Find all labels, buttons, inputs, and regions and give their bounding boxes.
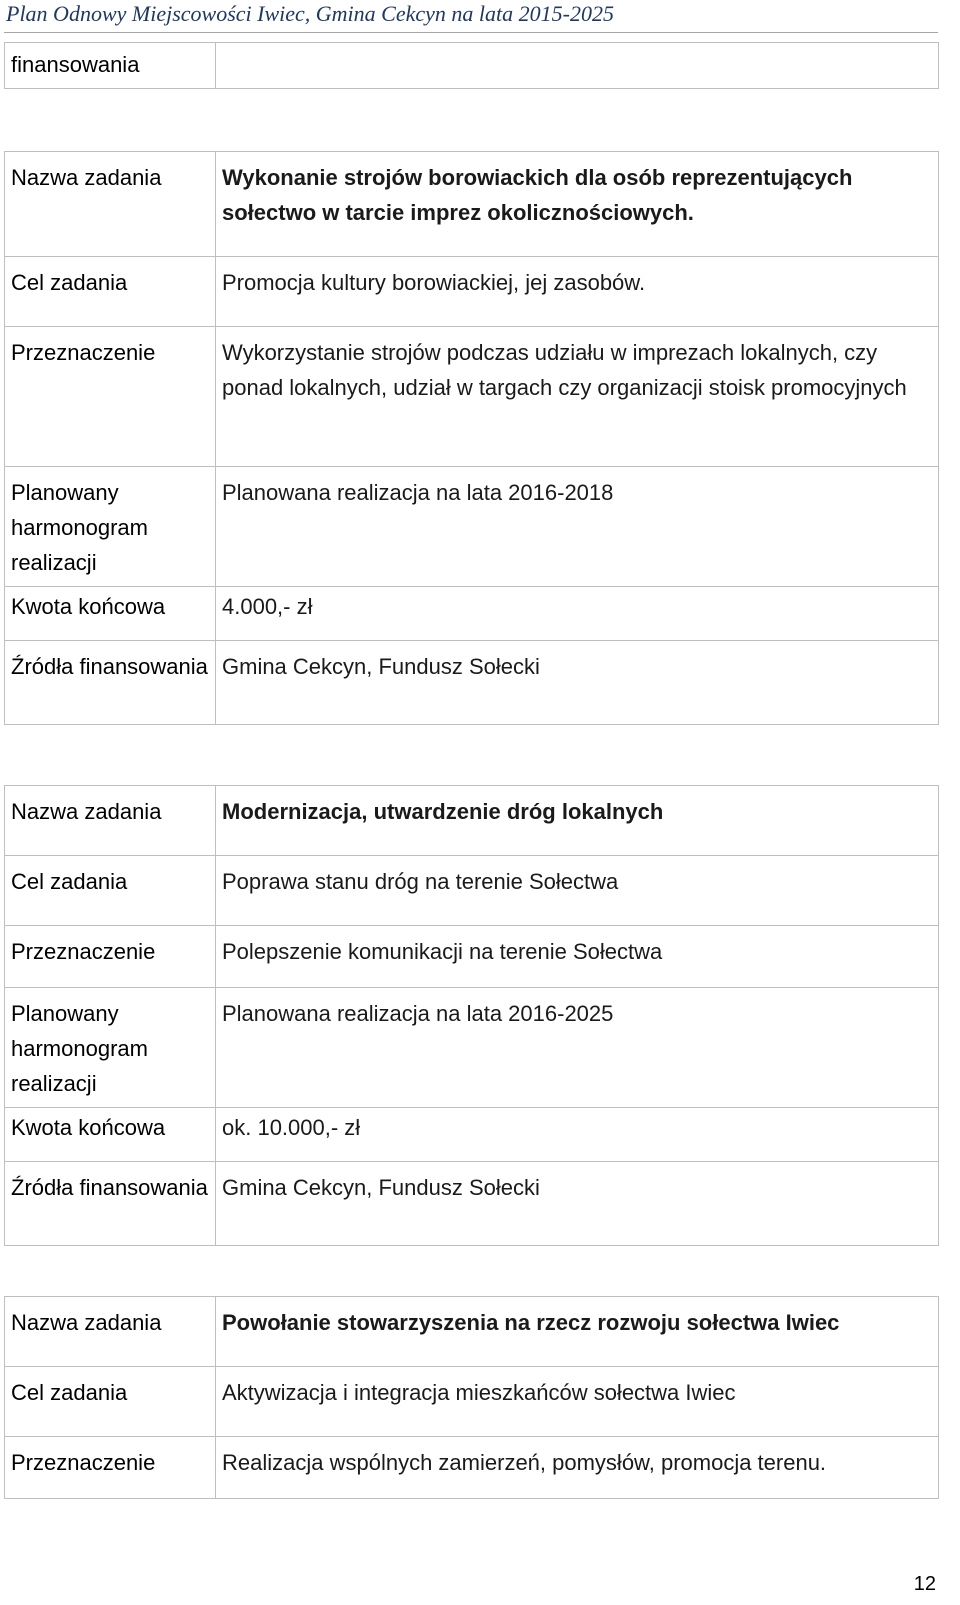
task-purpose-value: Polepszenie komunikacji na terenie Sołectwa xyxy=(216,926,939,988)
task-name-label: Nazwa zadania xyxy=(5,786,216,856)
task-funding-label: Źródła finansowania xyxy=(5,641,216,725)
task-table-3 xyxy=(4,1296,939,1499)
task-goal-value: Aktywizacja i integracja mieszkańców sołectwa Iwiec xyxy=(216,1367,939,1437)
header-divider xyxy=(4,32,938,33)
task-name-value: Powołanie stowarzyszenia na rzecz rozwoju sołectwa Iwiec xyxy=(216,1297,939,1367)
task-schedule-value: Planowana realizacja na lata 2016-2018 xyxy=(216,467,939,587)
funding-value-continued xyxy=(216,43,939,89)
task-name-label: Nazwa zadania xyxy=(5,152,216,257)
task-schedule-value: Planowana realizacja na lata 2016-2025 xyxy=(216,988,939,1108)
task-table-1 xyxy=(4,151,939,725)
funding-label-continued: finansowania xyxy=(5,43,216,89)
task-name-value: Modernizacja, utwardzenie dróg lokalnych xyxy=(216,786,939,856)
task-schedule-label: Planowany harmonogram realizacji xyxy=(5,467,216,587)
task-amount-value: ok. 10.000,- zł xyxy=(216,1108,939,1162)
task-purpose-label: Przeznaczenie xyxy=(5,327,216,467)
task-amount-label: Kwota końcowa xyxy=(5,587,216,641)
task-funding-value: Gmina Cekcyn, Fundusz Sołecki xyxy=(216,641,939,725)
task-name-label: Nazwa zadania xyxy=(5,1297,216,1367)
continued-task-table xyxy=(4,42,939,89)
document-header: Plan Odnowy Miejscowości Iwiec, Gmina Cekcyn na lata 2015-2025 xyxy=(6,1,614,26)
task-goal-label: Cel zadania xyxy=(5,257,216,327)
task-amount-value: 4.000,- zł xyxy=(216,587,939,641)
task-goal-value: Poprawa stanu dróg na terenie Sołectwa xyxy=(216,856,939,926)
task-table-2 xyxy=(4,785,939,1246)
task-goal-label: Cel zadania xyxy=(5,856,216,926)
task-schedule-label: Planowany harmonogram realizacji xyxy=(5,988,216,1108)
page-number: 12 xyxy=(913,1573,936,1595)
task-funding-value: Gmina Cekcyn, Fundusz Sołecki xyxy=(216,1162,939,1246)
task-goal-label: Cel zadania xyxy=(5,1367,216,1437)
task-purpose-label: Przeznaczenie xyxy=(5,926,216,988)
task-purpose-value: Wykorzystanie strojów podczas udziału w imprezach lokalnych, czy ponad lokalnych, udział w targach czy organizacji stoisk promocyjnych xyxy=(216,327,939,467)
task-funding-label: Źródła finansowania xyxy=(5,1162,216,1246)
task-purpose-value: Realizacja wspólnych zamierzeń, pomysłów, promocja terenu. xyxy=(216,1437,939,1499)
task-purpose-label: Przeznaczenie xyxy=(5,1437,216,1499)
task-name-value: Wykonanie strojów borowiackich dla osób reprezentujących sołectwo w tarcie imprez okolicznościowych. xyxy=(216,152,939,257)
task-amount-label: Kwota końcowa xyxy=(5,1108,216,1162)
task-goal-value: Promocja kultury borowiackiej, jej zasobów. xyxy=(216,257,939,327)
